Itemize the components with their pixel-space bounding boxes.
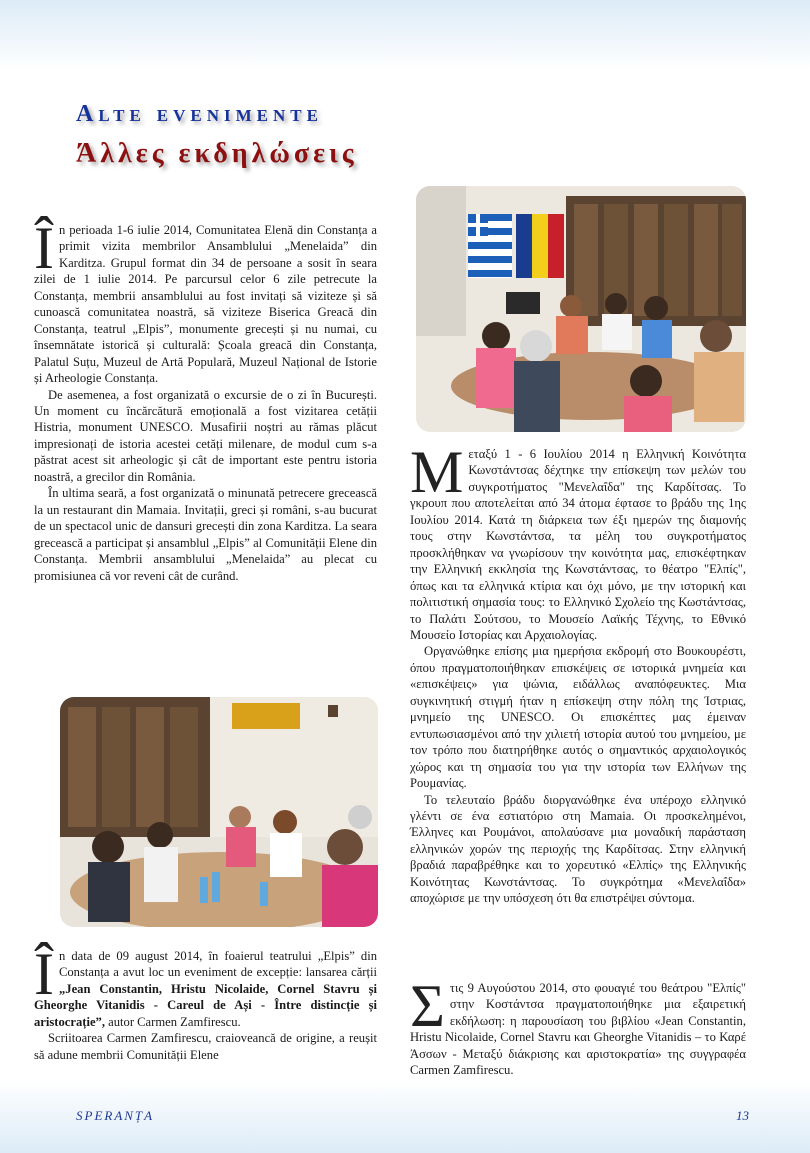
- paragraph: Το τελευταίο βράδυ διοργανώθηκε ένα υπέροχο ελληνικό γλέντι σε ένα εστιατόριο στη Mamaia. Οι προσκελημένοι, Έλληνες και Ρουμάνοι, απολαύσανε μια μοναδική παράσταση ελληνικών χορών της περιοχής της Καρδίτσας. Στην ελληνική βραδιά παραβρέθηκε και το χορευτικό «Ελπίς» της Ελληνικής Κοινότητας Κωνστάντσας. Το συγκρότημα «Μενελαΐδα» αποχώρισε με την υπόσχεση ότι θα επιστρέψει σύντομα.: [410, 792, 746, 906]
- paragraph: În ultima seară, a fost organizată o minunată petrecere grecească la un restaurant din Mamaia. Invitații, greci și români, s-au bucurat de un spectacol unic de dansuri grecești din zona Karditza. La seara grecească a participat și ansamblul „Elpis” al Comunității Elene din Constanța. Membrii ansamblului „Menelaida” au plecat cu promisiunea că vor reveni cât de curând.: [34, 486, 377, 583]
- page-number: 13: [736, 1108, 749, 1123]
- drop-cap: Μ: [410, 439, 464, 505]
- paragraph: εταξύ 1 - 6 Ιουλίου 2014 η Ελληνική Κοινότητα Κωνστάντσας δέχτηκε την επίσκεψη των μελών του συγκροτήματος "Μενελαΐδα" της Καρδίτσας. Το γκρουπ που αποτελείται από 34 άτομα έφτασε το βράδυ της 1ης Ιουλίου 2014. Κατά τη διάρκεια των έξι ημερών της διαμονής τους στην Κωνστάντσα, τα μέλη του συγκροτήματος προσκλήθηκαν να γνωρίσουν την κοινότητα μας, επισκέφτηκαν την Ελληνική εκκλησία της Κωνστάντσας, το θέατρο "Ελπίς", όπως και τα ελληνικά κτίρια και όχι μόνο, με την ιστορική και πολιτιστική σημασία τους: το Ελληνικό Σχολείο της Κωστάντσας, το Παλάτι Σούτσου, το Μουσείο Λαϊκής Τέχνης, το Εθνικό Μουσείο Ιστορίας και Αρχαιολογίας.: [410, 447, 746, 642]
- article-romanian-book-launch: [34, 941, 377, 1063]
- paragraph-end: autor Carmen Zamfirescu.: [104, 1014, 241, 1029]
- heading-greek: Άλλες εκδηλώσεις: [76, 138, 358, 169]
- photo-group-table-image: [60, 697, 378, 927]
- drop-cap: Î: [34, 941, 54, 1007]
- drop-cap: Σ: [410, 973, 445, 1039]
- article-greek-menelaida: [410, 439, 746, 907]
- paragraph: De asemenea, a fost organizată o excursie de o zi în București. Un moment cu încărcătură emoțională a fost vizitarea cetății Histria, monument UNESCO. Musafirii noștri au rămas plăcut impresionați de istoria acestei cetăți milenare, de modul cum s-a păstrat acest sit arheologic și cât de important este pentru istoria noastră, a grecilor din România.: [34, 387, 377, 484]
- paragraph: Οργανώθηκε επίσης μια ημερήσια εκδρομή στο Βουκουρέστι, όπου πραγματοποιήθηκαν επισκέψεις σε ιστορικά μνημεία και «επισκέψεις» για ψώνια, ειδάλλως αναπόφευκτες. Μια συγκινητική στιγμή ήταν η επίσκεψη στην πόλη της Ίστριας, μνημείο της UNESCO. Οι επισκέπτες μας έμειναν εντυπωσιασμένοι από την χιλιετή ιστορία αυτού του μνημείου, με τον τρόπο που διατηρήθηκε αυτός ο σημαντικός αρχαιολογικός χώρος και τη σημασία του για την ιστορία των Ελλήνων της Ρουμανίας.: [410, 644, 746, 791]
- paragraph: n perioada 1-6 iulie 2014, Comunitatea Elenă din Constanța a primit vizita membrilor Ansamblului „Menelaida” din Karditza. Grupul format din 34 de persoane a sosit în seara zilei de 1 iulie 2014. Pe parcursul celor 6 zile petrecute la Constanța, membrii ansamblului au fost invitați să viziteze și să cunoască comunitatea noastră, să viziteze Biserica Greacă din Constanța, teatrul „Elpis”, monumente grecești și nu numai, cu însemnătate istorică și culturală: Școala greacă din Constanța, Palatul Suțu, Muzeul de Artă Populară, Muzeul Național de Istorie și Arheologie Constanța.: [34, 223, 377, 386]
- heading-romanian: Alte evenimente: [76, 101, 323, 127]
- article-romanian-menelaida: [34, 215, 377, 584]
- paragraph: τις 9 Αυγούστου 2014, στο φουαγιέ του θεάτρου "Ελπίς" στην Κοστάντσα πραγματοποιήθηκε μια εξαιρετική εκδήλωση: η παρουσίαση του βιβλίου «Jean Constantin, Hristu Nicolaide, Cornel Stavru και Gheorghe Vitanidis – το Καρέ Άσσων - Μεταξύ διάκρισης και αριστοκρατία» της συγγραφέα Carmen Zamfirescu.: [410, 981, 746, 1078]
- photo-group-table: [60, 697, 378, 927]
- article-greek-book-launch: [410, 973, 746, 1079]
- drop-cap: Î: [34, 215, 54, 281]
- page-heading: [76, 98, 358, 174]
- book-title: „Jean Constantin, Hristu Nicolaide, Cornel Stavru și Gheorghe Vitanidis - Careul de Ași - Între distincție și aristocrație”,: [34, 981, 377, 1029]
- magazine-name: SPERANȚA: [76, 1108, 155, 1123]
- photo-meeting-flags-image: [416, 186, 746, 432]
- paragraph: Scriitoarea Carmen Zamfirescu, craioveancă de origine, a reușit să adune membrii Comunității Elene: [34, 1031, 377, 1062]
- photo-meeting-flags: [416, 186, 746, 432]
- paragraph-start: n data de 09 august 2014, în foaierul teatrului „Elpis” din Constanța a avut loc un eveniment de excepție: lansarea cărții: [58, 949, 377, 980]
